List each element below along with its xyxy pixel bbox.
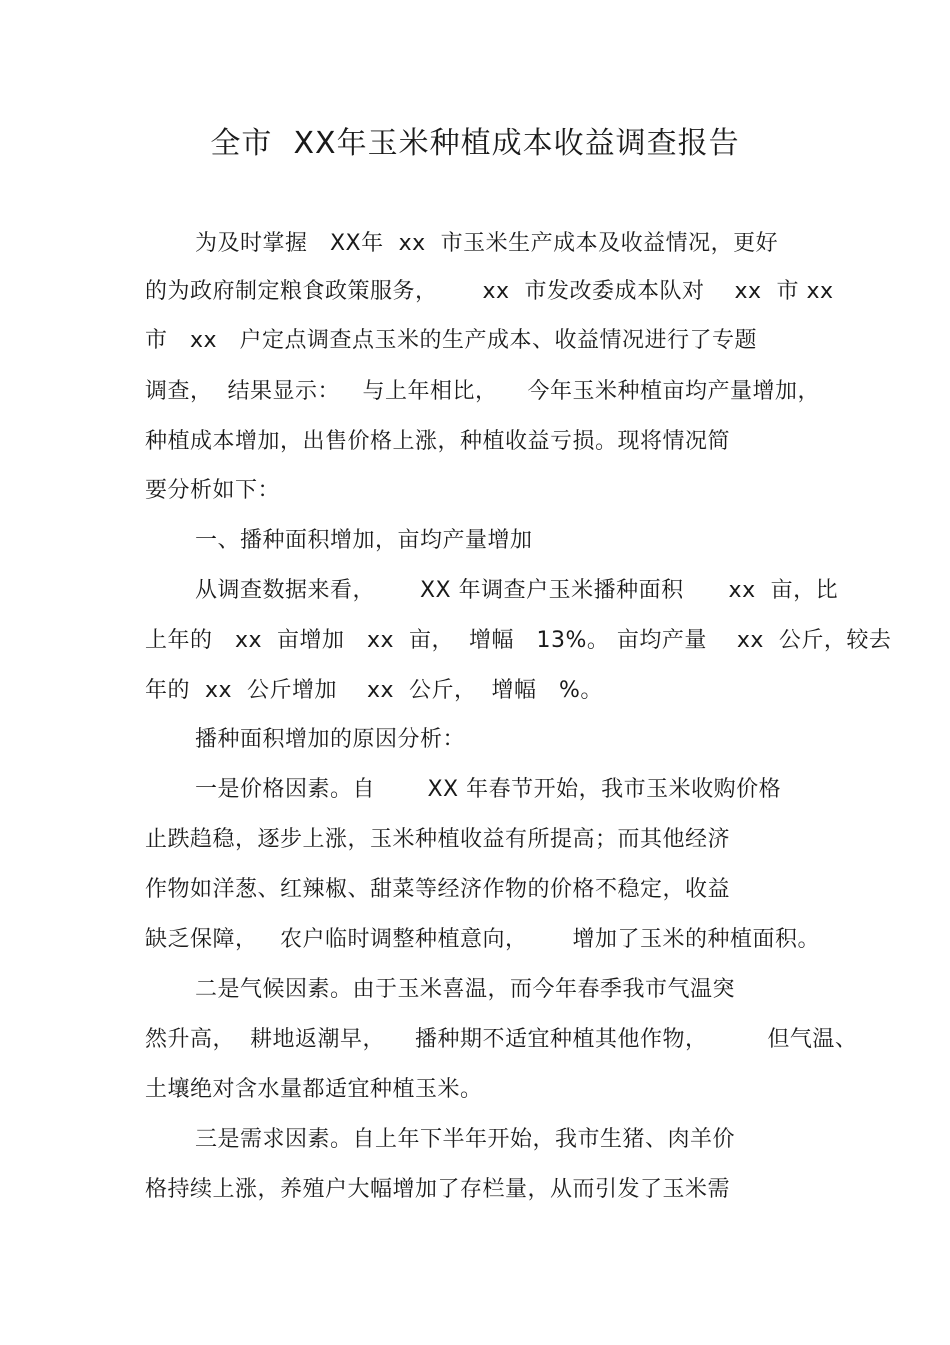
section-heading: 一、播种面积增加，亩均产量增加 [195, 528, 533, 553]
paragraph-line: 缺乏保障， 农户临时调整种植意向， 增加了玉米的种植面积。 [145, 927, 820, 952]
paragraph-line: 播种面积增加的原因分析： [195, 727, 466, 752]
paragraph-line: 然升高， 耕地返潮早， 播种期不适宜种植其他作物， 但气温、 [145, 1027, 858, 1052]
paragraph-line: 止跌趋稳，逐步上涨，玉米种植收益有所提高；而其他经济 [145, 827, 731, 852]
paragraph-line: 要分析如下： [145, 478, 281, 503]
paragraph-line: 年的 xx 公斤增加 xx 公斤， 增幅 %。 [145, 678, 603, 703]
paragraph-line: 二是气候因素。由于玉米喜温，而今年春季我市气温突 [195, 977, 736, 1002]
document-title: 全市 XX年玉米种植成本收益调查报告 [210, 126, 740, 161]
paragraph-line: 三是需求因素。自上年下半年开始，我市生猪、肉羊价 [195, 1127, 736, 1152]
paragraph-line: 市 xx 户定点调查点玉米的生产成本、收益情况进行了专题 [145, 328, 757, 353]
paragraph-line: 作物如洋葱、红辣椒、甜菜等经济作物的价格不稳定，收益 [145, 877, 731, 902]
paragraph-line: 从调查数据来看， XX 年调查户玉米播种面积 xx 亩，比 [195, 578, 839, 603]
paragraph-line: 一是价格因素。自 XX 年春节开始，我市玉米收购价格 [195, 777, 782, 802]
paragraph-line: 种植成本增加，出售价格上涨，种植收益亏损。现将情况简 [145, 429, 731, 454]
paragraph-line: 为及时掌握 XX年 xx 市玉米生产成本及收益情况，更好 [195, 231, 779, 256]
paragraph-line: 格持续上涨，养殖户大幅增加了存栏量，从而引发了玉米需 [145, 1177, 731, 1202]
paragraph-line: 调查， 结果显示： 与上年相比， 今年玉米种植亩均产量增加， [145, 379, 820, 404]
paragraph-line: 上年的 xx 亩增加 xx 亩， 增幅 13%。 亩均产量 xx 公斤，较去 [145, 628, 892, 653]
paragraph-line: 的为政府制定粮食政策服务， xx 市发改委成本队对 xx 市 xx [145, 279, 834, 304]
paragraph-line: 土壤绝对含水量都适宜种植玉米。 [145, 1077, 483, 1102]
